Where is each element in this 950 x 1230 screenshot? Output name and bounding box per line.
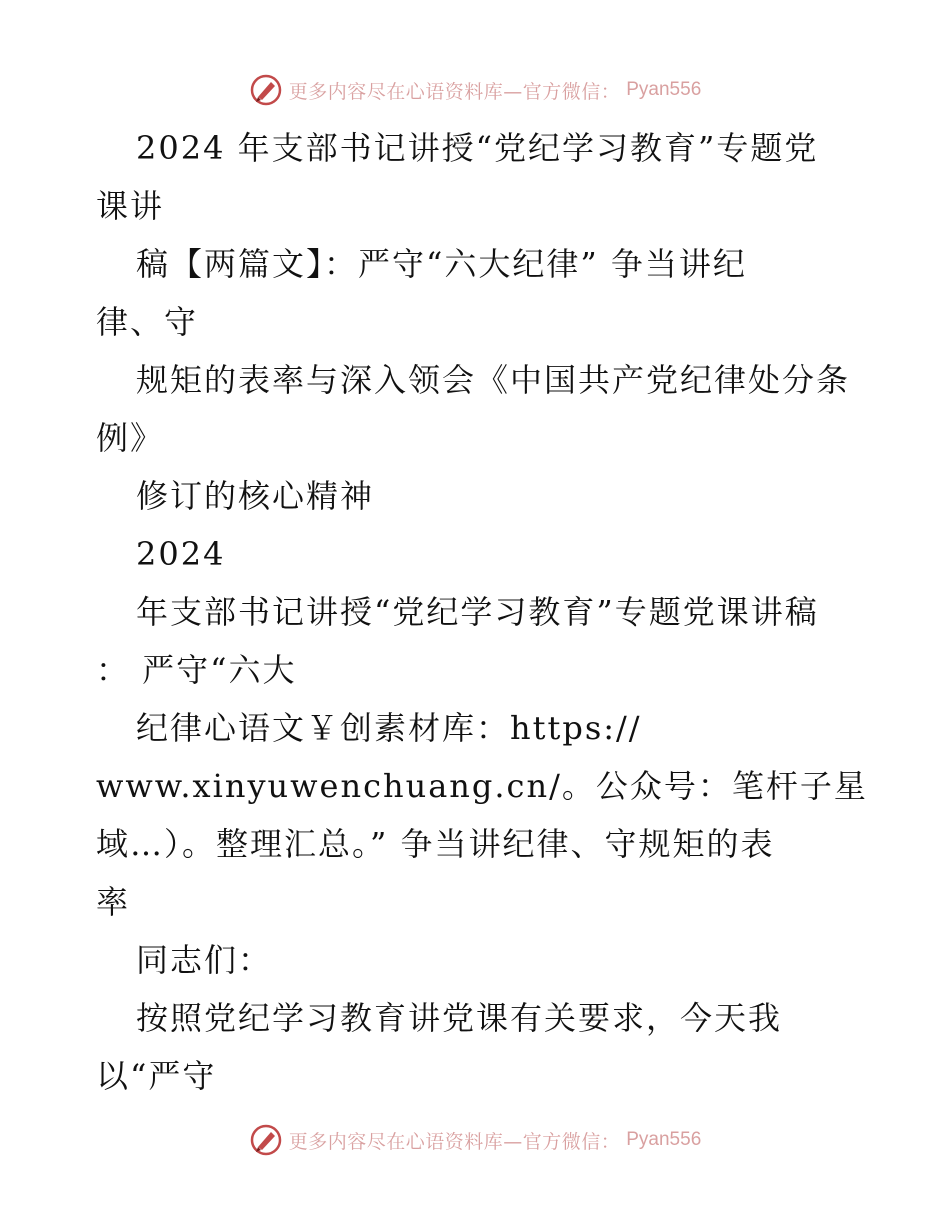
text-line: 2024 年支部书记讲授“党纪学习教育”专题党 [136, 129, 819, 167]
text-line: 修订的核心精神 [136, 477, 375, 515]
banner-text: 更多内容尽在心语资料库—官方微信： [288, 80, 621, 103]
text-line: 域…）。整理汇总。” 争当讲纪律、守规矩的表 [96, 825, 775, 863]
pen-logo-icon [249, 1123, 283, 1157]
text-line: 课讲 [96, 187, 165, 225]
text-line: 同志们： [136, 941, 273, 979]
text-line: 纪律心语文￥创素材库：https:// [136, 709, 642, 747]
banner-text: 更多内容尽在心语资料库—官方微信： [288, 1130, 621, 1153]
text-line: 率 [96, 883, 131, 921]
footer-banner [0, 1120, 950, 1160]
text-line: 例》 [96, 419, 165, 457]
text-line: 稿【两篇文】：严守“六大纪律” 争当讲纪 [136, 245, 747, 283]
text-line: ： 严守“六大 [96, 651, 297, 689]
text-line: 年支部书记讲授“党纪学习教育”专题党课讲稿 [136, 593, 819, 631]
text-line: 律、守 [96, 303, 199, 341]
banner-wechat-id: Pyan556 [626, 79, 702, 100]
text-line: 按照党纪学习教育讲党课有关要求，今天我 [136, 999, 783, 1037]
text-line: 2024 [136, 535, 226, 573]
header-banner [0, 70, 950, 110]
text-line: www.xinyuwenchuang.cn/。公众号：笔杆子星 [96, 767, 868, 805]
text-line: 规矩的表率与深入领会《中国共产党纪律处分条 [136, 361, 851, 399]
pen-logo-icon [249, 73, 283, 107]
text-line: 以“严守 [96, 1057, 217, 1095]
banner-wechat-id: Pyan556 [626, 1129, 702, 1150]
